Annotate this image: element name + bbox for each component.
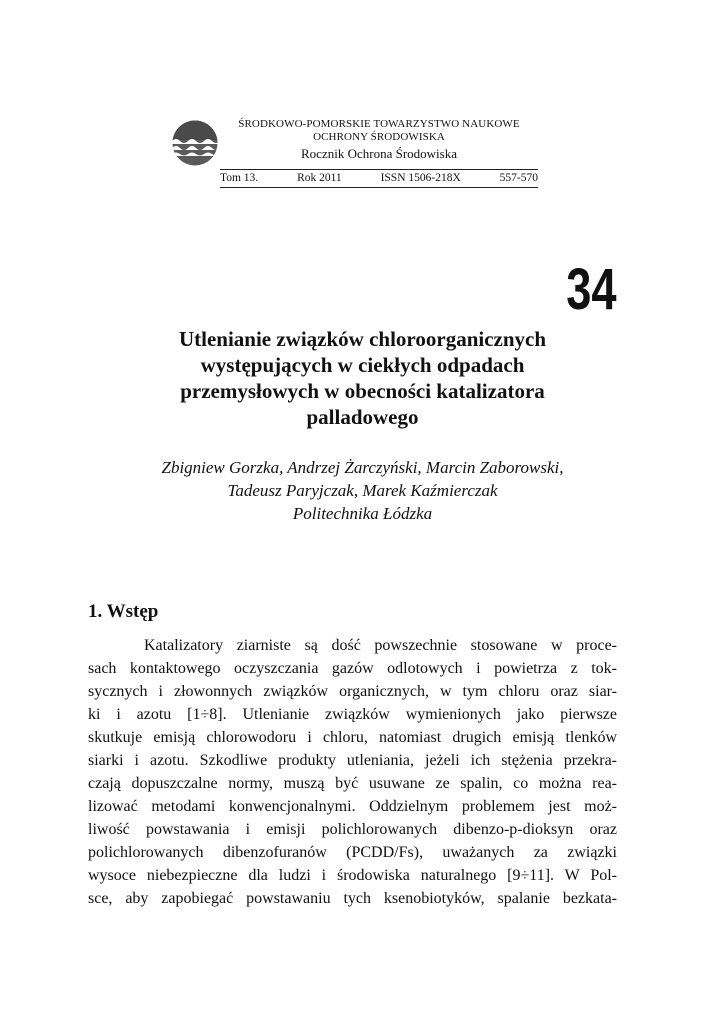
page-range: 557-570	[499, 172, 538, 184]
text-line: polichlorowanych dibenzofuranów (PCDD/Fs), uważanych za związki	[88, 844, 617, 861]
text-line: sce, aby zapobiegać powstawaniu tych ksenobiotyków, spalanie bezkata-	[88, 890, 617, 907]
journal-name: Rocznik Ochrona Środowiska	[301, 146, 457, 161]
header-rule-top	[220, 169, 538, 170]
title-line: przemysłowych w obecności katalizatora	[180, 379, 545, 403]
society-logo	[172, 120, 218, 166]
text-line: siarki i azotu. Szkodliwe produkty utleniania, jeżeli ich stężenia przekra-	[88, 752, 617, 769]
header-text	[220, 118, 538, 162]
society-name-line2: OCHRONY ŚRODOWISKA	[313, 131, 445, 143]
text-line: sycznych i złowonnych związków organicznych, w tym chloru oraz siar-	[88, 683, 617, 700]
body-paragraph	[88, 634, 617, 910]
text-line: wysoce niebezpieczne dla ludzi i środowiska naturalnego [9÷11]. W Pol-	[88, 867, 617, 884]
publication-meta	[220, 171, 538, 185]
society-name-line1: ŚRODKOWO-POMORSKIE TOWARZYSTWO NAUKOWE	[238, 118, 520, 130]
text-line: sach kontaktowego oczyszczania gazów odlotowych i powietrza z tok-	[88, 660, 617, 677]
title-line: palladowego	[306, 405, 419, 429]
section-heading: 1. Wstęp	[88, 601, 159, 622]
title-line: Utlenianie związków chloroorganicznych	[178, 327, 547, 351]
paper-title	[88, 326, 637, 430]
chapter-number: 34	[566, 257, 617, 322]
text-line: Katalizatory ziarniste są dość powszechnie stosowane w proce-	[144, 637, 617, 654]
volume: Tom 13.	[220, 172, 259, 184]
authors-line: Tadeusz Paryjczak, Marek Kaźmierczak	[227, 481, 498, 500]
text-line: skutkuje emisją chlorowodoru i chloru, natomiast drugich emisją tlenków	[88, 729, 617, 746]
text-line: liwość powstawania i emisji polichlorowanych dibenzo-p-dioksyn oraz	[88, 821, 617, 838]
year: Rok 2011	[297, 172, 342, 184]
authors-block	[88, 456, 637, 525]
authors-line: Zbigniew Gorzka, Andrzej Żarczyński, Marcin Zaborowski,	[161, 458, 564, 477]
text-line: lizować metodami konwencjonalnymi. Oddzielnym problemem jest moż-	[88, 798, 617, 815]
text-line: ki i azotu [1÷8]. Utlenianie związków wymienionych jako pierwsze	[88, 706, 617, 723]
affiliation: Politechnika Łódzka	[292, 504, 433, 523]
issn: ISSN 1506-218X	[380, 172, 461, 184]
header-rule-bottom	[220, 187, 538, 188]
title-line: występujących w ciekłych odpadach	[200, 353, 525, 377]
text-line: czają dopuszczalne normy, muszą być usuwane ze spalin, co można rea-	[88, 775, 617, 792]
journal-header	[172, 118, 538, 190]
